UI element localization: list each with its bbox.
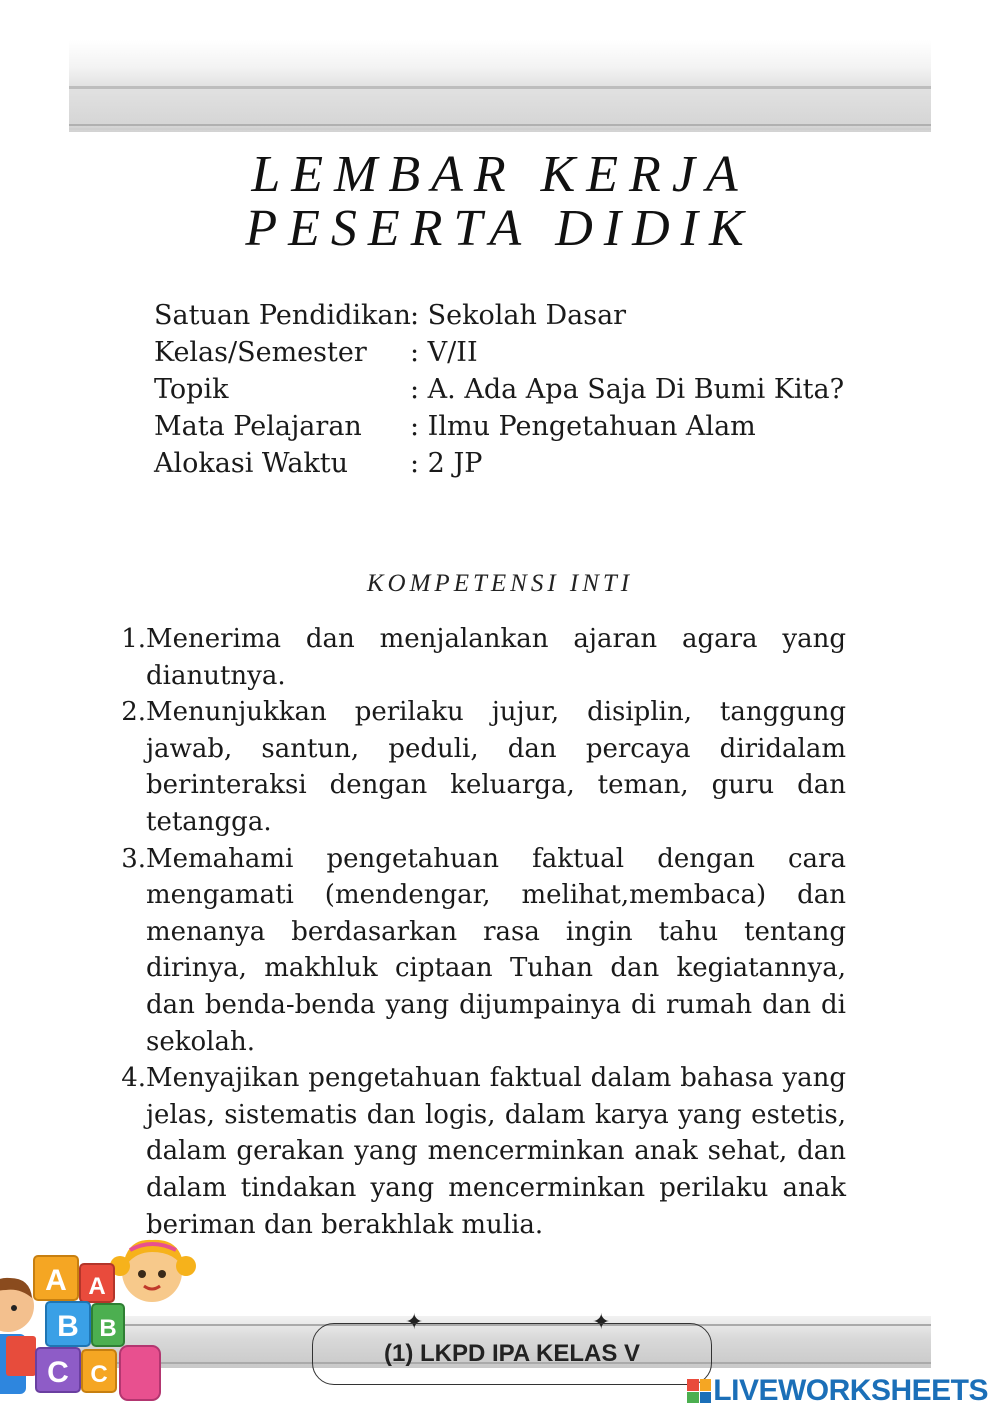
block-letter: C xyxy=(47,1356,69,1389)
list-number: 4. xyxy=(121,1063,146,1094)
logo-square xyxy=(700,1392,712,1404)
band-stripe xyxy=(69,86,931,89)
top-decorative-band xyxy=(69,40,931,132)
meta-value: : V/II xyxy=(410,337,478,368)
footer-label-text: (1) LKPD IPA KELAS V xyxy=(383,1340,641,1367)
meta-row-mata-pelajaran xyxy=(154,408,844,445)
block-letter: B xyxy=(99,1315,117,1342)
meta-row-topik xyxy=(154,371,844,408)
kids-abc-blocks-illustration xyxy=(0,1236,200,1414)
list-number: 3. xyxy=(121,843,146,874)
girl-illustration xyxy=(110,1240,196,1302)
backpack-icon xyxy=(120,1346,160,1400)
block-letter: A xyxy=(45,1264,67,1297)
meta-value: : Sekolah Dasar xyxy=(410,300,627,331)
block-letter: A xyxy=(88,1273,106,1300)
meta-value: : A. Ada Apa Saja Di Bumi Kita? xyxy=(410,374,845,405)
block-letter: C xyxy=(90,1361,108,1388)
meta-row-kelas-semester xyxy=(154,334,844,371)
page-title-line-1: LEMBAR KERJA xyxy=(251,146,749,203)
meta-label: Alokasi Waktu xyxy=(154,448,349,479)
list-text: Memahami pengetahuan faktual dengan cara mengamati (mendengar, melihat,membaca) dan menanya berdasarkan rasa ingin tahu tentang dirinya, makhluk ciptaan Tuhan dan kegiatannya, dan benda-benda yang dijumpainya di rumah dan di sekolah. xyxy=(146,843,846,1057)
sparkle-icon: ✦ xyxy=(405,1310,424,1335)
list-item xyxy=(112,841,846,1061)
meta-label: Satuan Pendidikan xyxy=(154,300,411,331)
logo-square xyxy=(687,1392,699,1404)
sparkle-icon: ✦ xyxy=(592,1310,611,1335)
liveworksheets-watermark xyxy=(687,1374,988,1408)
meta-label: Topik xyxy=(154,374,229,405)
list-text: Menunjukkan perilaku jujur, disiplin, tanggung jawab, santun, peduli, dan percaya diridalam berinteraksi dengan keluarga, teman, guru dan tetangga. xyxy=(146,697,846,837)
list-number: 1. xyxy=(121,624,146,654)
list-item xyxy=(112,694,846,840)
meta-label: Kelas/Semester xyxy=(154,337,367,368)
kompetensi-list xyxy=(112,621,846,1243)
logo-square xyxy=(700,1379,712,1391)
band-stripe xyxy=(69,124,931,126)
logo-square xyxy=(687,1379,699,1391)
section-heading-kompetensi-inti: KOMPETENSI INTI xyxy=(366,570,634,597)
list-item xyxy=(112,621,846,694)
meta-label: Mata Pelajaran xyxy=(154,411,362,442)
block-letter: B xyxy=(57,1310,79,1343)
list-number: 2. xyxy=(121,697,146,728)
list-text: Menyajikan pengetahuan faktual dalam bahasa yang jelas, sistematis dan logis, dalam karya yang estetis, dalam gerakan yang mencerminkan anak sehat, dan dalam tindakan yang mencerminkan perilaku anak beriman dan berakhlak mulia. xyxy=(146,1063,846,1240)
page-title-line-2: PESERTA DIDIK xyxy=(245,200,755,257)
band-stripe xyxy=(69,128,931,130)
footer-page-label xyxy=(312,1323,712,1385)
liveworksheets-logo-icon xyxy=(687,1379,711,1403)
meta-row-satuan-pendidikan xyxy=(154,297,844,334)
meta-value: : Ilmu Pengetahuan Alam xyxy=(410,411,756,442)
meta-row-alokasi-waktu xyxy=(154,445,844,482)
meta-value: : 2 JP xyxy=(410,448,483,479)
identity-table xyxy=(154,297,844,482)
list-item xyxy=(112,1060,846,1243)
watermark-text: LIVEWORKSHEETS xyxy=(713,1374,988,1407)
boy-illustration xyxy=(0,1278,36,1394)
list-text: Menerima dan menjalankan ajaran agara yang dianutnya. xyxy=(146,624,846,691)
